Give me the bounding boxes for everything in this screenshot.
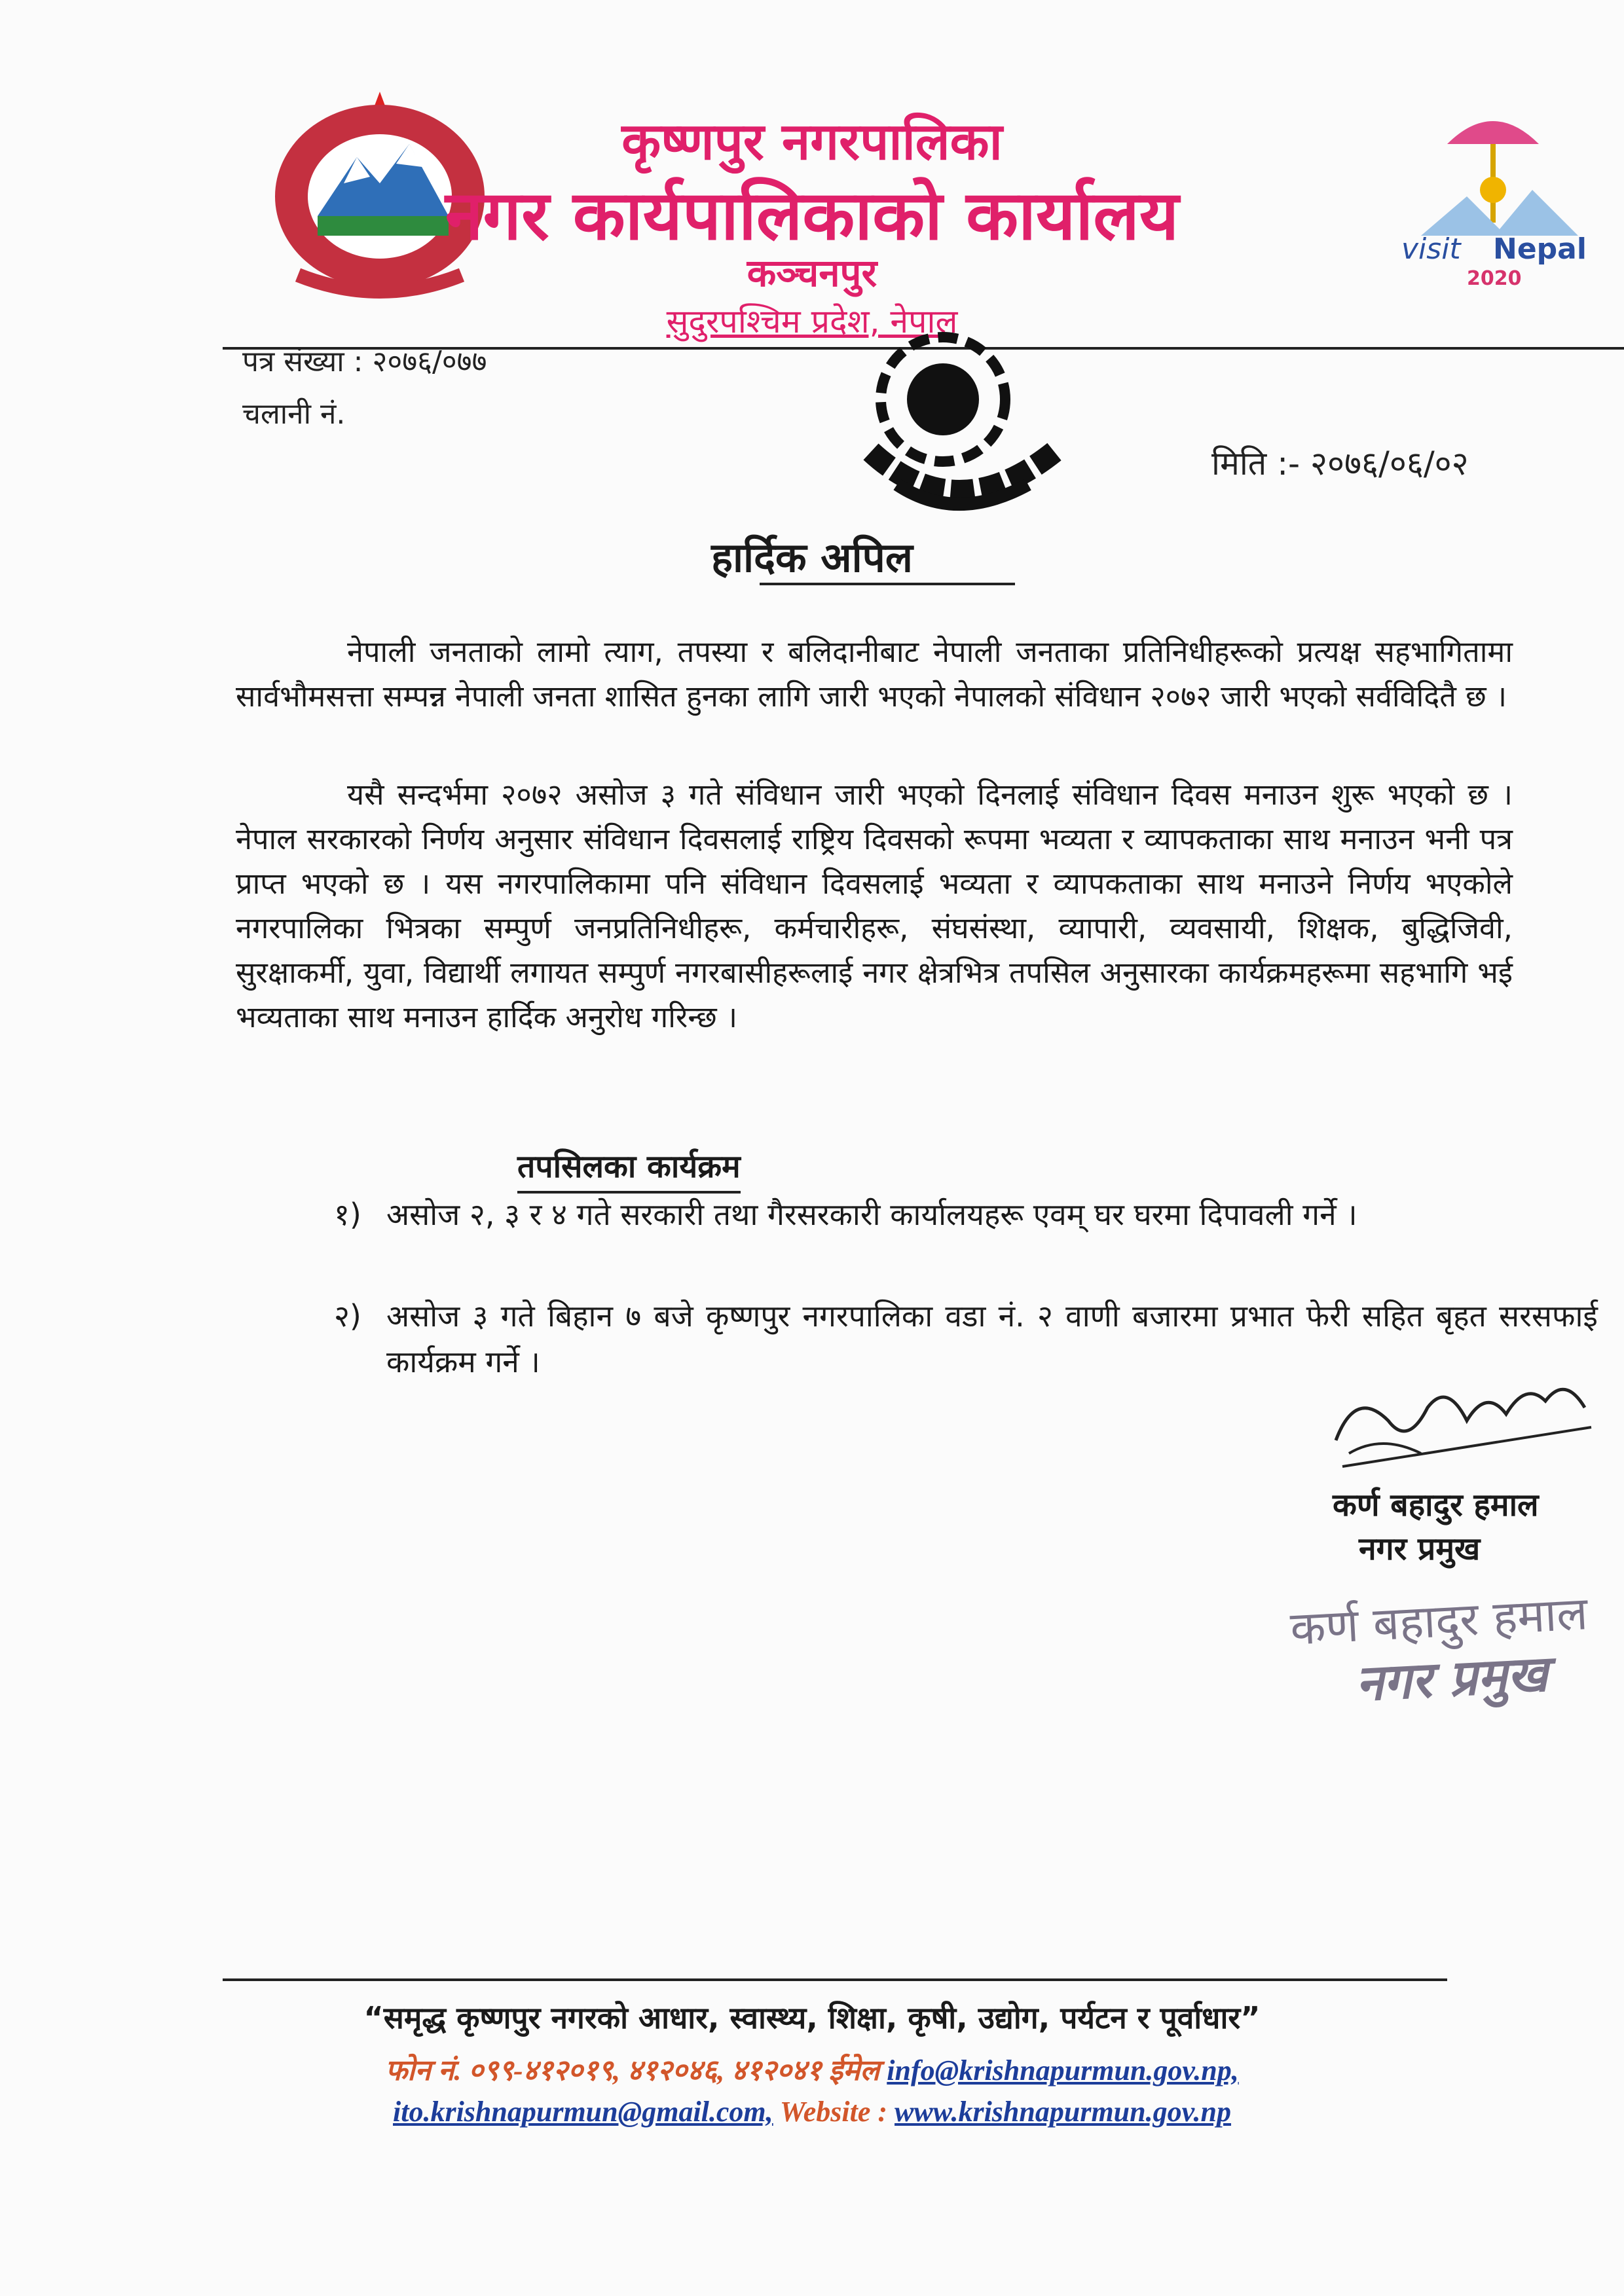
office-seal-icon <box>845 321 1067 537</box>
list-item-text: असोज ३ गते बिहान ७ बजे कृष्णपुर नगरपालिका वडा नं. २ वाणी बजारमा प्रभात फेरी सहित बृहत सरसफाई कार्यक्रम गर्ने । <box>386 1298 1598 1379</box>
province-name: सुदुरपश्चिम प्रदेश, नेपाल <box>666 302 958 340</box>
footer-email-link-2[interactable]: ito.krishnapurmun@gmail.com, <box>393 2096 773 2128</box>
svg-text:2020: 2020 <box>1467 267 1522 290</box>
letter-title: हार्दिक अपिल <box>711 534 913 581</box>
list-item-number: १) <box>334 1197 361 1232</box>
body-paragraph-2: यसै सन्दर्भमा २०७२ असोज ३ गते संविधान जारी भएको दिनलाई संविधान दिवस मनाउन शुरू भएको छ । नेपाल सरकारको निर्णय अनुसार संविधान दिवसलाई राष्ट्रिय दिवसको रूपमा भव्यता र व्यापकताका साथ मनाउन भनी पत्र प्राप्त भएको छ । यस नगरपालिकामा पनि संविधान दिवसलाई भव्यता र व्यापकताका साथ मनाउने निर्णय भएकोले नगरपालिका भित्रका सम्पुर्ण जनप्रतिनिधीहरू, कर्मचारीहरू, संघसंस्था, व्यापारी, व्यवसायी, शिक्षक, बुद्धिजिवी, सुरक्षाकर्मी, युवा, विद्यार्थी लगायत सम्पुर्ण नगरबासीहरूलाई नगर क्षेत्रभित्र तपसिल अनुसारका कार्यक्रमहरूमा सहभागि भई भव्यताका साथ मनाउन हार्दिक अनुरोध गरिन्छ । <box>236 777 1513 1034</box>
municipality-name: कृष्णपुर नगरपालिका <box>621 113 1003 172</box>
list-item <box>334 1192 1598 1237</box>
signer-name: कर्ण बहादुर हमाल <box>1333 1487 1539 1523</box>
letter-date: मिति :- २०७६/०६/०२ <box>1211 445 1469 483</box>
footer-contact-line-1 <box>0 2049 1624 2088</box>
list-item-number: २) <box>334 1298 361 1334</box>
footer-website-label: Website : <box>779 2096 888 2128</box>
handwritten-signature-icon <box>1316 1362 1604 1480</box>
footer-website-link[interactable]: www.krishnapurmun.gov.np <box>895 2096 1231 2128</box>
list-item-text: असोज २, ३ र ४ गते सरकारी तथा गैरसरकारी कार्यालयहरू एवम् घर घरमा दिपावली गर्ने । <box>386 1197 1357 1232</box>
dispatch-number: चलानी नं. <box>242 397 346 431</box>
body-paragraph-1: नेपाली जनताको लामो त्याग, तपस्या र बलिदानीबाट नेपाली जनताका प्रतिनिधीहरूको प्रत्यक्ष सहभागितामा सार्वभौमसत्ता सम्पन्न नेपाली जनता शासित हुनका लागि जारी भएको नेपालको संविधान २०७२ जारी भएको सर्वविदितै छ । <box>236 634 1513 714</box>
title-underline <box>760 583 1015 585</box>
stamp-designation: नगर प्रमुख <box>1354 1644 1549 1713</box>
district-name: कञ्चनपुर <box>747 251 877 295</box>
svg-text:Nepal: Nepal <box>1493 232 1587 266</box>
office-name: नगर कार्यपालिकाको कार्यालय <box>445 175 1179 255</box>
footer-contact-line-2 <box>0 2095 1624 2128</box>
footer-email-link[interactable]: info@krishnapurmun.gov.np, <box>887 2054 1239 2086</box>
reference-number: पत्र संख्या : २०७६/०७७ <box>242 345 487 378</box>
signer-designation: नगर प्रमुख <box>1359 1531 1481 1567</box>
svg-text:visit: visit <box>1401 232 1461 266</box>
visit-nepal-logo-icon <box>1395 105 1591 295</box>
footer-divider <box>223 1978 1447 1981</box>
footer-motto: “समृद्ध कृष्णपुर नगरको आधार, स्वास्थ्य, शिक्षा, कृषी, उद्योग, पर्यटन र पूर्वाधार” <box>363 2000 1261 2035</box>
footer-phone: फोन नं. ०९९-४१२०१९, ४१२०४६, ४१२०४१ ईमेल <box>385 2054 880 2086</box>
schedule-heading: तपसिलका कार्यक्रम <box>517 1144 741 1194</box>
stamp-name: कर्ण बहादुर हमाल <box>1289 1586 1589 1656</box>
